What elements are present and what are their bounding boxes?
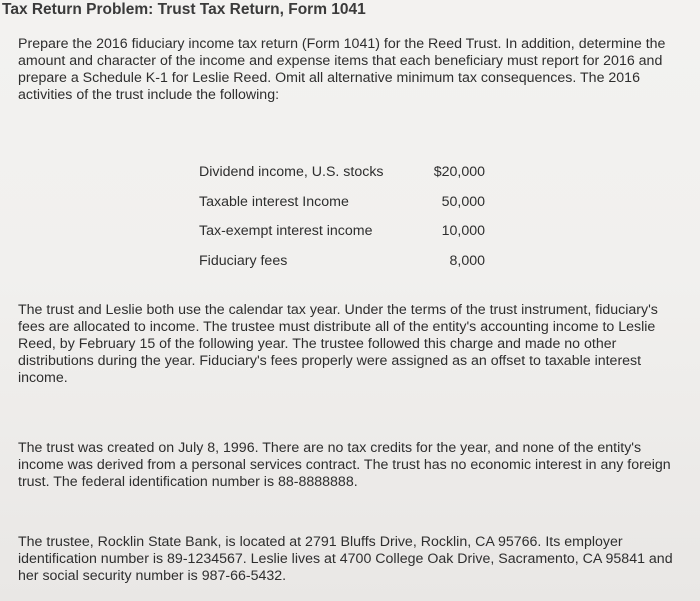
activity-value: $20,000 [433, 164, 485, 180]
page-title: Tax Return Problem: Trust Tax Return, Form 1041 [2, 1, 366, 18]
activity-row [199, 164, 489, 194]
activities-table [199, 164, 489, 282]
activity-value: 10,000 [441, 223, 485, 239]
activity-row [199, 223, 489, 253]
trustee-details-paragraph: The trustee, Rocklin State Bank, is located at 2791 Bluffs Drive, Rocklin, CA 95766. Its employer identification number is 89-1234567. Leslie lives at 4700 College Oak Drive, Sacramento, CA 95841 and her social security number is 987-66-5432. [18, 534, 673, 584]
activity-label: Fiduciary fees [199, 252, 288, 269]
activity-label: Taxable interest Income [199, 193, 349, 210]
activity-row [199, 253, 489, 283]
activity-row [199, 194, 489, 224]
terms-paragraph: The trust and Leslie both use the calendar tax year. Under the terms of the trust instrument, fiduciary's fees are allocated to income. The trustee must distribute all of the entity's accounting income to Leslie Reed, by February 15 of the following year. The trustee followed this charge and made no other distributions during the year. Fiduciary's fees properly were assigned as an offset to taxable interest income. [18, 302, 658, 386]
intro-paragraph: Prepare the 2016 fiduciary income tax return (Form 1041) for the Reed Trust. In addition, determine the amount and character of the income and expense items that each beneficiary must report for 2016 and prepare a Schedule K-1 for Leslie Reed. Omit all alternative minimum tax consequences. The 2016 activities of the trust include the following: [18, 36, 666, 103]
activity-value: 50,000 [441, 193, 485, 210]
activity-value: 8,000 [449, 252, 485, 269]
trust-details-paragraph: The trust was created on July 8, 1996. There are no tax credits for the year, and none of the entity's income was derived from a personal services contract. The trust has no economic interest in any foreign trust. The federal identification number is 88-8888888. [18, 440, 671, 490]
activity-label: Dividend income, U.S. stocks [199, 164, 384, 180]
activity-label: Tax-exempt interest income [199, 223, 373, 239]
